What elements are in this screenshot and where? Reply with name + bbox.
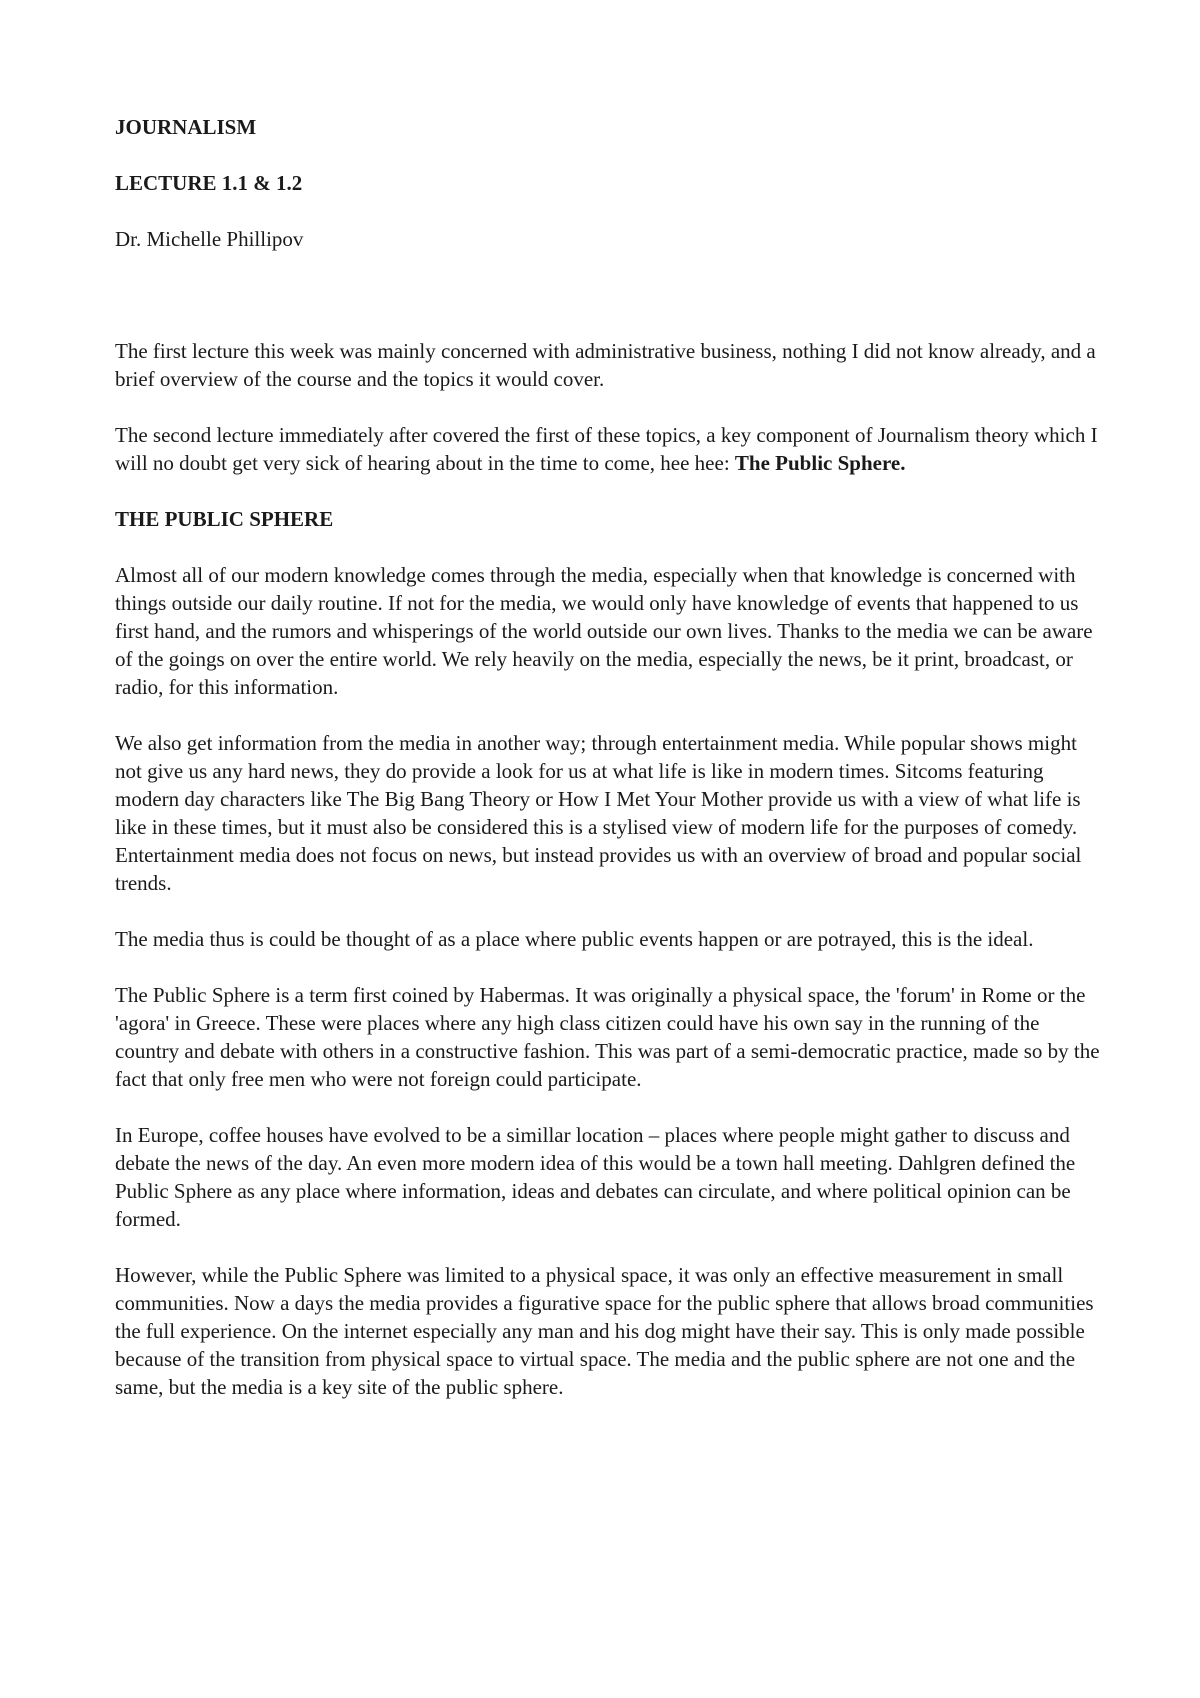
- section-heading: THE PUBLIC SPHERE: [115, 507, 334, 531]
- lecturer-name: Dr. Michelle Phillipov: [115, 227, 304, 251]
- second-lecture-text: The second lecture immediately after covered the first of these topics, a key component of Journalism theory which I will no doubt get very sick of hearing about in the time to come, hee hee:: [115, 423, 1098, 475]
- body-paragraph: The media thus is could be thought of as a place where public events happen or are potrayed, this is the ideal.: [115, 927, 1034, 951]
- body-paragraph: We also get information from the media in another way; through entertainment media. While popular shows might not give us any hard news, they do provide a look for us at what life is like in modern times. Sitcoms featuring modern day characters like The Big Bang Theory or How I Met Your Mother provide us with a view of what life is like in these times, but it must also be considered this is a stylised view of modern life for the purposes of comedy. Entertainment media does not focus on news, but instead provides us with an overview of broad and popular social trends.: [115, 731, 1082, 895]
- body-paragraph: Almost all of our modern knowledge comes through the media, especially when that knowledge is concerned with things outside our daily routine. If not for the media, we would only have knowledge of events that happened to us first hand, and the rumors and whisperings of the world outside our own lives. Thanks to the media we can be aware of the goings on over the entire world. We rely heavily on the media, especially the news, be it print, broadcast, or radio, for this information.: [115, 563, 1093, 699]
- second-lecture-paragraph: [115, 421, 1105, 477]
- public-sphere-emphasis: The Public Sphere.: [734, 451, 906, 475]
- course-title: JOURNALISM: [115, 115, 257, 139]
- lecture-title: LECTURE 1.1 & 1.2: [115, 171, 303, 195]
- intro-paragraph: The first lecture this week was mainly concerned with administrative business, nothing I did not know already, and a brief overview of the course and the topics it would cover.: [115, 339, 1096, 391]
- body-paragraph: In Europe, coffee houses have evolved to be a simillar location – places where people might gather to discuss and debate the news of the day. An even more modern idea of this would be a town hall meeting. Dahlgren defined the Public Sphere as any place where information, ideas and debates can circulate, and where political opinion can be formed.: [115, 1123, 1076, 1231]
- body-paragraph: However, while the Public Sphere was limited to a physical space, it was only an effective measurement in small communities. Now a days the media provides a figurative space for the public sphere that allows broad communities the full experience. On the internet especially any man and his dog might have their say. This is only made possible because of the transition from physical space to virtual space. The media and the public sphere are not one and the same, but the media is a key site of the public sphere.: [115, 1263, 1094, 1399]
- document-body: [115, 113, 1105, 1429]
- body-paragraph: The Public Sphere is a term first coined by Habermas. It was originally a physical space, the 'forum' in Rome or the 'agora' in Greece. These were places where any high class citizen could have his own say in the running of the country and debate with others in a constructive fashion. This was part of a semi-democratic practice, made so by the fact that only free men who were not foreign could participate.: [115, 983, 1100, 1091]
